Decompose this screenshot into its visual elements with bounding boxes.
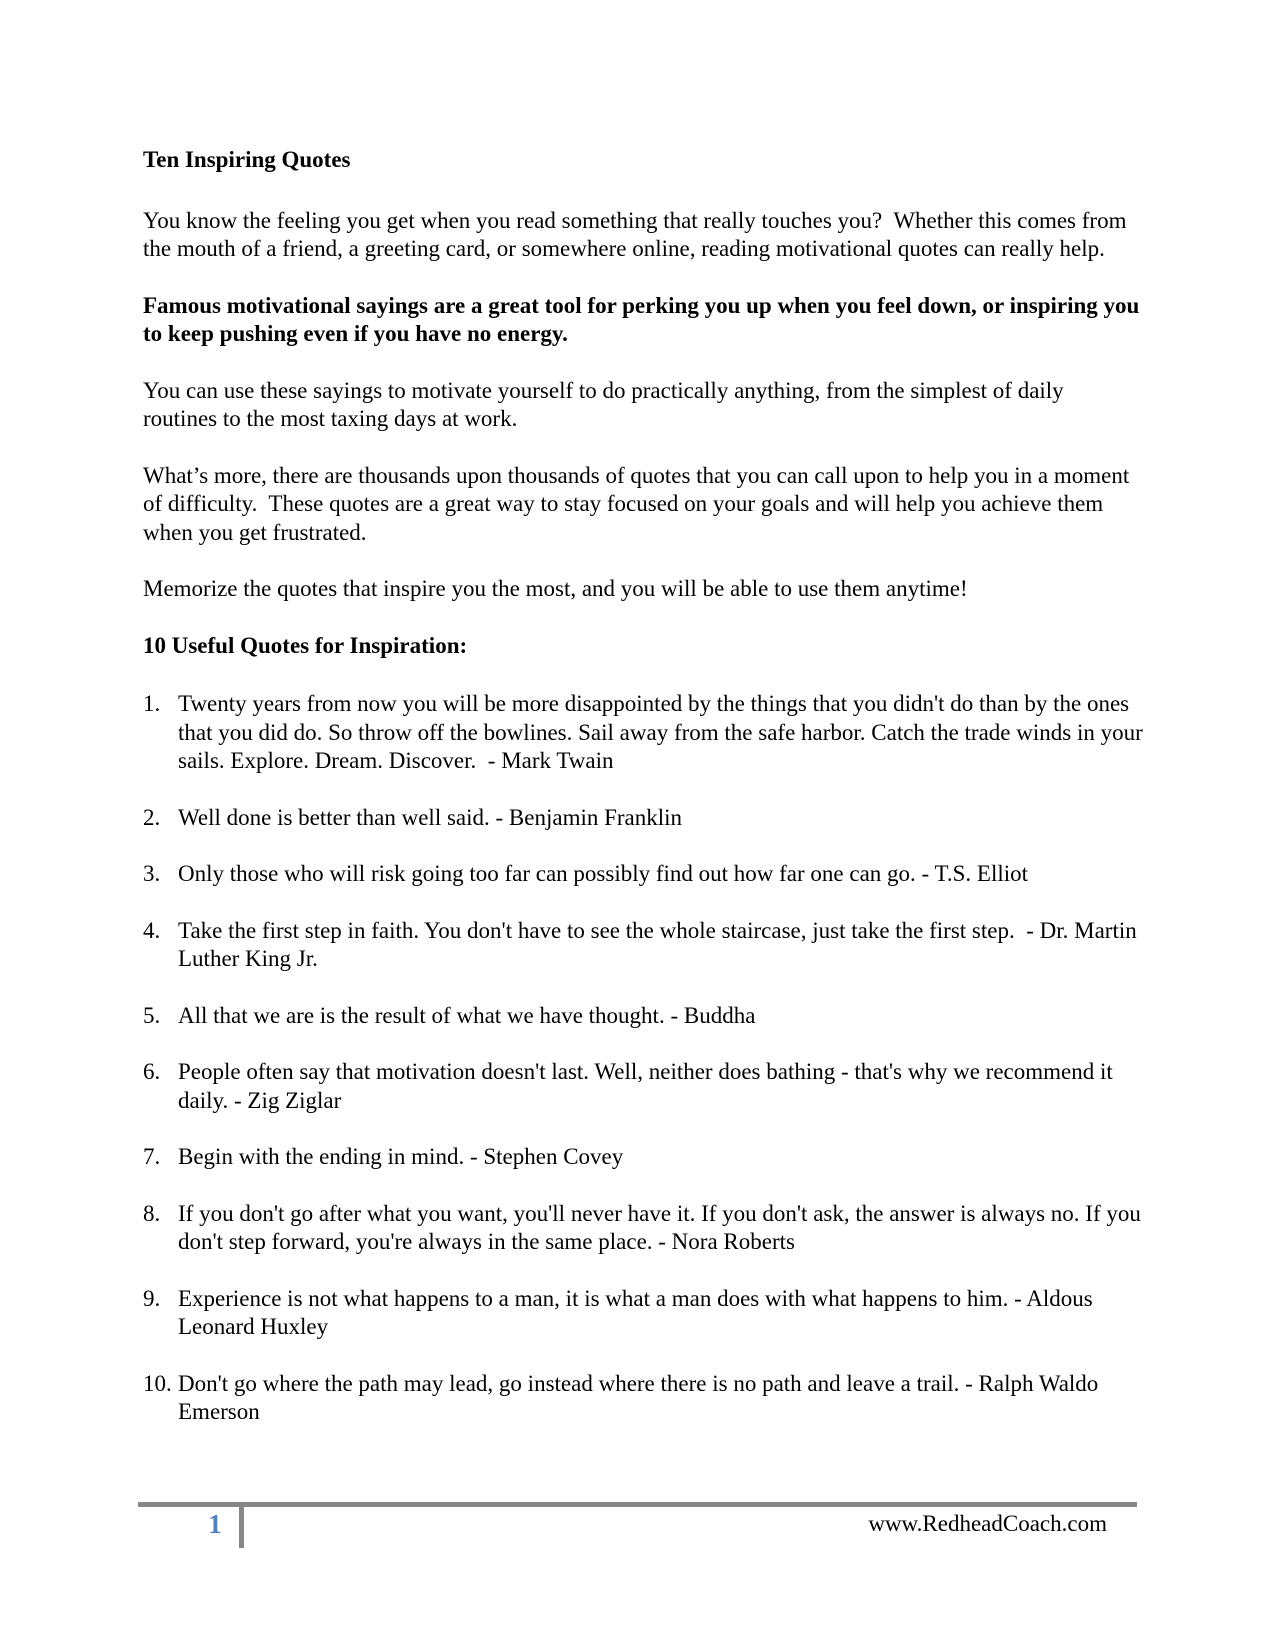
paragraph-use-sayings: You can use these sayings to motivate yourself to do practically anything, from the simplest of daily routines to the most taxing days at work. (143, 377, 1070, 431)
footer-site-url: www.RedheadCoach.com (868, 1511, 1107, 1536)
quote-text: People often say that motivation doesn't last. Well, neither does bathing - that's why we recommend it daily. - Zig Ziglar (178, 1059, 1119, 1113)
list-section-heading: 10 Useful Quotes for Inspiration: (143, 632, 468, 658)
document-body (143, 146, 1149, 1455)
intro-paragraph: You know the feeling you get when you read something that really touches you? Whether this comes from the mouth of a friend, a greeting card, or somewhere online, reading motivational quotes can really help. (143, 207, 1133, 261)
quote-item-5 (143, 1002, 1143, 1031)
quote-item-3 (143, 860, 1143, 889)
quote-number: 1. (143, 691, 161, 716)
quote-item-4 (143, 917, 1143, 974)
quote-text: Only those who will risk going too far can possibly find out how far one can go. - T.S. Elliot (178, 861, 1029, 886)
paragraph-whats-more: What’s more, there are thousands upon thousands of quotes that you can call upon to help you in a moment of difficulty. These quotes are a great way to stay focused on your goals and will help you achieve them when you get frustrated. (143, 462, 1135, 545)
quote-number: 9. (143, 1285, 161, 1311)
quote-item-1 (143, 690, 1149, 776)
quote-text: If you don't go after what you want, you'll never have it. If you don't ask, the answer is always no. If you don't step forward, you're always in the same place. - Nora Roberts (178, 1200, 1147, 1254)
quote-item-10 (143, 1370, 1143, 1427)
quote-item-2 (143, 804, 1143, 833)
quote-number: 7. (143, 1144, 161, 1169)
paragraph-memorize: Memorize the quotes that inspire you the most, and you will be able to use them anytime! (143, 576, 968, 601)
quote-number: 8. (143, 1200, 161, 1226)
quote-number: 5. (143, 1002, 161, 1028)
quote-text: Twenty years from now you will be more disappointed by the things that you didn't do than by the ones that you did do. So throw off the bowlines. Sail away from the safe harbor. Catch the trade winds in your sails. Explore. Dream. Discover. - Mark Twain (178, 691, 1149, 773)
bold-callout-paragraph: Famous motivational sayings are a great tool for perking you up when you feel down, or inspiring you to keep pushing even if you have no energy. (143, 292, 1146, 346)
page-number-divider (239, 1502, 244, 1548)
quote-text: Take the first step in faith. You don't have to see the whole staircase, just take the first step. - Dr. Martin Luther King Jr. (178, 917, 1143, 971)
quote-text: Don't go where the path may lead, go instead where there is no path and leave a trail. - Ralph Waldo Emerson (178, 1370, 1105, 1424)
page-number: 1 (208, 1509, 222, 1539)
page-title: Ten Inspiring Quotes (143, 147, 351, 172)
quote-text: All that we are is the result of what we have thought. - Buddha (178, 1002, 756, 1028)
quote-text: Well done is better than well said. - Benjamin Franklin (178, 804, 683, 830)
quote-text: Begin with the ending in mind. - Stephen Covey (178, 1144, 624, 1169)
quote-number: 10. (143, 1370, 172, 1396)
quote-item-6 (143, 1058, 1143, 1115)
quote-item-7 (143, 1143, 1143, 1172)
quote-number: 6. (143, 1059, 161, 1084)
quote-number: 2. (143, 804, 161, 830)
quote-number: 3. (143, 861, 161, 886)
quote-item-8 (143, 1200, 1147, 1257)
quote-number: 4. (143, 917, 161, 943)
quote-text: Experience is not what happens to a man, it is what a man does with what happens to him. - Aldous Leonard Huxley (178, 1285, 1099, 1339)
quote-item-9 (143, 1285, 1143, 1342)
footer-horizontal-rule (138, 1502, 1137, 1507)
